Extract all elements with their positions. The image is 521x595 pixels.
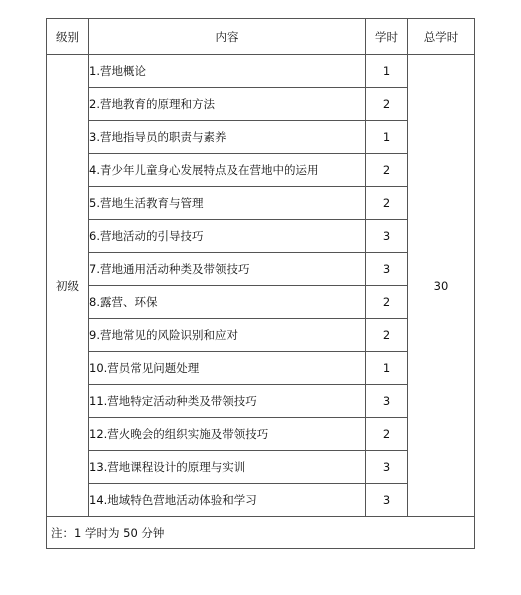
content-cell: 4.青少年儿童身心发展特点及在营地中的运用 [89,154,366,187]
content-cell: 11.营地特定活动种类及带领技巧 [89,385,366,418]
header-hours: 学时 [366,19,408,55]
table-row [47,55,475,88]
content-cell: 7.营地通用活动种类及带领技巧 [89,253,366,286]
hours-cell: 1 [366,352,408,385]
level-cell: 初级 [47,55,89,517]
total-hours-cell: 30 [408,55,475,517]
hours-cell: 2 [366,418,408,451]
curriculum-table [46,18,475,549]
hours-cell: 3 [366,484,408,517]
hours-cell: 3 [366,253,408,286]
content-cell: 3.营地指导员的职责与素养 [89,121,366,154]
content-cell: 10.营员常见问题处理 [89,352,366,385]
content-cell: 9.营地常见的风险识别和应对 [89,319,366,352]
note-row [47,517,475,549]
content-cell: 13.营地课程设计的原理与实训 [89,451,366,484]
table-header-row [47,19,475,55]
header-content: 内容 [89,19,366,55]
content-cell: 1.营地概论 [89,55,366,88]
hours-cell: 2 [366,154,408,187]
hours-cell: 1 [366,55,408,88]
hours-cell: 3 [366,220,408,253]
header-level: 级别 [47,19,89,55]
hours-cell: 2 [366,88,408,121]
note-text: 注：1 学时为 50 分钟 [47,517,475,549]
content-cell: 5.营地生活教育与管理 [89,187,366,220]
table-body [47,55,475,517]
hours-cell: 3 [366,385,408,418]
hours-cell: 2 [366,286,408,319]
hours-cell: 2 [366,319,408,352]
content-cell: 14.地域特色营地活动体验和学习 [89,484,366,517]
content-cell: 2.营地教育的原理和方法 [89,88,366,121]
header-total-hours: 总学时 [408,19,475,55]
content-cell: 8.露营、环保 [89,286,366,319]
content-cell: 12.营火晚会的组织实施及带领技巧 [89,418,366,451]
hours-cell: 3 [366,451,408,484]
hours-cell: 1 [366,121,408,154]
hours-cell: 2 [366,187,408,220]
content-cell: 6.营地活动的引导技巧 [89,220,366,253]
